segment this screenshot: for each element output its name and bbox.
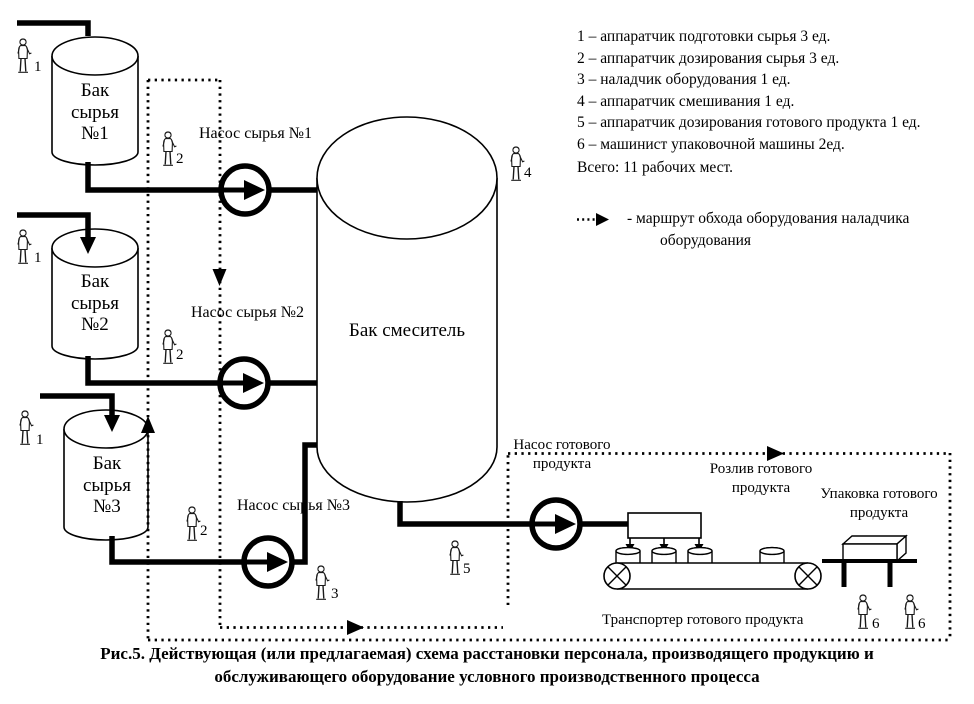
figure-caption-line2: обслуживающего оборудование условного производственного процесса <box>214 667 760 686</box>
worker-icon <box>450 541 464 574</box>
pump-2-label: Насос сырья №2 <box>191 304 305 321</box>
route-note-line1: - маршрут обхода оборудования наладчика <box>627 210 910 227</box>
worker-number: 1 <box>34 59 42 75</box>
route-arrow-down <box>213 269 227 286</box>
pipe-tank2-outlet <box>88 356 319 383</box>
legend-item: 3 – наладчик оборудования 1 ед. <box>577 71 791 88</box>
legend-item: 6 – машинист упаковочной машины 2ед. <box>577 135 845 153</box>
worker-icon <box>20 411 34 444</box>
mixer-label: Бак смеситель <box>348 320 466 341</box>
pump-1-label: Насос сырья №1 <box>199 125 313 142</box>
worker-number: 1 <box>34 250 42 266</box>
legend-item: 1 – аппаратчик подготовки сырья 3 ед. <box>577 28 831 45</box>
worker-number: 5 <box>463 561 471 577</box>
pump-2-symbol <box>220 359 268 407</box>
tank-2-label: Бак сырья №2 <box>70 271 120 335</box>
route-arrow-right-top <box>767 446 784 461</box>
worker-icon <box>163 330 177 363</box>
worker-icon <box>163 132 177 165</box>
tank-1-label: Бак сырья №1 <box>70 80 120 144</box>
worker-number: 3 <box>331 586 339 602</box>
worker-number: 1 <box>36 432 44 448</box>
pipe-tank1-inlet <box>17 23 88 36</box>
worker-icon <box>18 230 32 263</box>
figure-caption-line1: Рис.5. Действующая (или предлагаемая) схема расстановки персонала, производящего продукцию и <box>100 644 874 663</box>
worker-number: 2 <box>200 523 208 539</box>
worker-icon <box>187 507 201 540</box>
worker-icon <box>18 39 32 72</box>
pump-3-label: Насос сырья №3 <box>237 497 351 514</box>
filling-label: Розлив готового продукта <box>709 461 813 496</box>
finished-pump-label: Насос готового продукта <box>513 437 611 472</box>
route-legend-arrow <box>577 213 609 226</box>
pump-1-symbol <box>221 166 269 214</box>
pump-3-symbol <box>244 538 292 586</box>
legend <box>577 26 921 179</box>
conveyor-label: Транспортер готового продукта <box>602 612 804 628</box>
pipe-mixer-outlet <box>400 501 629 524</box>
packaging-machine <box>822 536 917 587</box>
worker-icon <box>511 147 525 180</box>
route-note-line2: оборудования <box>660 232 752 249</box>
package-box <box>843 536 906 561</box>
conveyor-belt <box>604 563 821 589</box>
bottles <box>616 548 784 563</box>
finished-product-pump-symbol <box>532 500 580 548</box>
pipe-tank1-outlet <box>88 162 319 190</box>
worker-icon <box>316 566 330 599</box>
worker-icon <box>905 595 919 628</box>
worker-number: 6 <box>872 616 880 632</box>
legend-total: Всего: 11 рабочих мест. <box>577 159 734 176</box>
worker-icon <box>858 595 872 628</box>
tank-3-label: Бак сырья №3 <box>82 453 132 517</box>
packaging-label: Упаковка готового продукта <box>820 486 938 521</box>
legend-item: 5 – аппаратчик дозирования готового продукта 1 ед. <box>577 114 921 131</box>
route-arrow-right-bottom <box>347 620 364 635</box>
worker-number: 4 <box>524 165 532 181</box>
conveyor-wheel-left <box>604 563 630 589</box>
mixer-tank-shape <box>317 117 497 502</box>
worker-number: 6 <box>918 616 926 632</box>
legend-item: 4 – аппаратчик смешивания 1 ед. <box>577 92 795 110</box>
worker-number: 2 <box>176 151 184 167</box>
legend-item: 2 – аппаратчик дозирования сырья 3 ед. <box>577 49 840 67</box>
filling-machine <box>626 513 704 552</box>
worker-number: 2 <box>176 347 184 363</box>
conveyor-wheel-right <box>795 563 821 589</box>
